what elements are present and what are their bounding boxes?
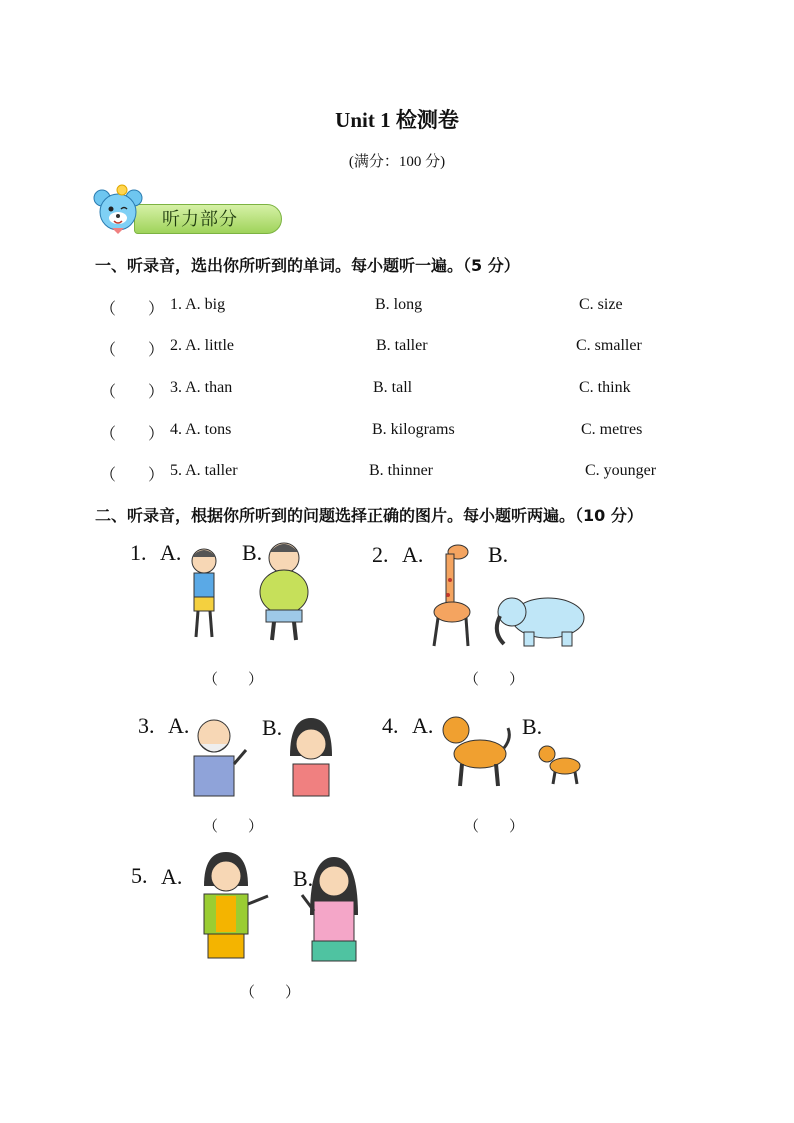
section-badge xyxy=(92,184,282,236)
q1-option-c: C. size xyxy=(579,296,623,313)
q2-option-a: 2. A. little xyxy=(170,337,234,354)
item5-number: 5. xyxy=(131,863,148,888)
thin-boy-image xyxy=(178,545,230,645)
q5-option-b: B. thinner xyxy=(369,462,433,479)
elephant-image xyxy=(490,588,596,650)
mascot-bear-icon xyxy=(92,184,148,236)
item2-answer-paren: （ ） xyxy=(464,672,525,688)
item4-answer-paren: （ ） xyxy=(464,819,525,835)
score-note: (满分：100 分) xyxy=(348,154,446,170)
section2-heading: 二、听录音，根据你所听到的问题选择正确的图片。每小题听两遍。（10 分） xyxy=(95,506,643,525)
short-girl-image xyxy=(190,850,270,962)
item4-label-b: B. xyxy=(522,714,543,739)
item2-label-a: A. xyxy=(402,542,424,567)
old-man-image xyxy=(188,714,250,798)
chubby-boy-image xyxy=(254,540,314,645)
answer-paren: （ ） xyxy=(100,301,165,318)
item2-label-b: B. xyxy=(488,542,509,567)
q3-option-b: B. tall xyxy=(373,379,413,396)
answer-paren: （ ） xyxy=(100,342,165,359)
q4-option-a: 4. A. tons xyxy=(170,421,232,438)
q2-option-c: C. smaller xyxy=(576,337,642,354)
q4-option-b: B. kilograms xyxy=(372,421,455,438)
item1-answer-paren: （ ） xyxy=(203,672,264,688)
q1-option-b: B. long xyxy=(375,296,423,313)
q2-option-b: B. taller xyxy=(376,337,428,354)
young-girl-image xyxy=(284,716,338,798)
item5-label-a: A. xyxy=(161,864,183,889)
tall-girl-image xyxy=(296,855,368,963)
big-dog-image xyxy=(438,714,512,790)
item5-answer-paren: （ ） xyxy=(240,985,301,1001)
small-dog-image xyxy=(537,744,585,786)
item3-label-b: B. xyxy=(262,715,283,740)
item4-number: 4. xyxy=(382,713,399,738)
answer-paren: （ ） xyxy=(100,467,165,484)
item4-label-a: A. xyxy=(412,713,434,738)
item1-label-b: B. xyxy=(242,540,263,565)
q1-option-a: 1. A. big xyxy=(170,296,226,313)
badge-label: 听力部分 xyxy=(162,209,238,230)
answer-paren: （ ） xyxy=(100,426,165,443)
item3-number: 3. xyxy=(138,713,155,738)
answer-paren: （ ） xyxy=(100,384,165,401)
page-title: Unit 1 检测卷 xyxy=(335,108,459,132)
item1-label-a: A. xyxy=(160,540,182,565)
section1-heading: 一、听录音，选出你所听到的单词。每小题听一遍。（5 分） xyxy=(95,256,520,275)
item3-answer-paren: （ ） xyxy=(203,819,264,835)
item2-number: 2. xyxy=(372,542,389,567)
item5-label-b: B. xyxy=(293,866,314,891)
q3-option-c: C. think xyxy=(579,379,631,396)
q4-option-c: C. metres xyxy=(581,421,643,438)
item3-label-a: A. xyxy=(168,713,190,738)
q5-option-c: C. younger xyxy=(585,462,657,479)
q3-option-a: 3. A. than xyxy=(170,379,233,396)
giraffe-image xyxy=(422,540,478,650)
item1-number: 1. xyxy=(130,540,147,565)
q5-option-a: 5. A. taller xyxy=(170,462,238,479)
